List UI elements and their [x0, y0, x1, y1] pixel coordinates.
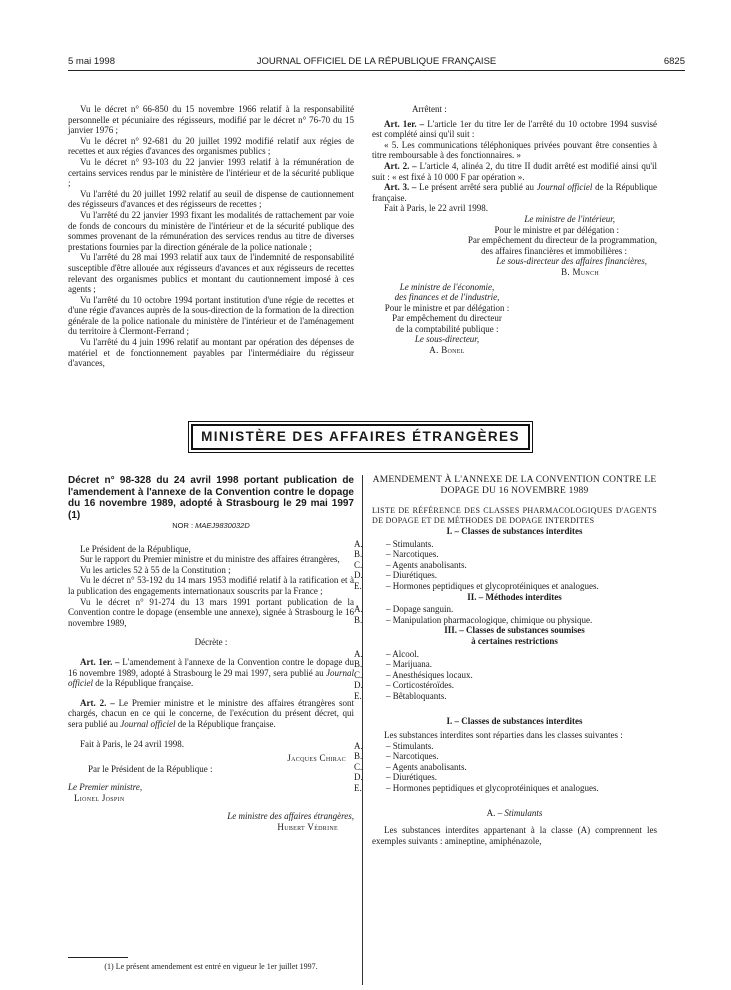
list-key: B. — [354, 659, 363, 670]
list-item — [354, 690, 657, 702]
decree-paragraph: Le Président de la République, — [80, 543, 191, 554]
list-key: D. — [354, 570, 363, 581]
decree-paragraph: Vu le décret n° 91-274 du 13 mars 1991 portant publication de la Convention contre le dopage (ensemble une annexe), signée à Strasbourg le 16 novembre 1989, — [68, 596, 354, 628]
signature-line: Par empêchement du directeur de la programmation, — [467, 235, 657, 246]
visa-paragraph: Vu l'arrêté du 10 octobre 1994 portant institution d'une régie de recettes et d'une régie d'avances auprès de la sous-direction de la formation de la direction générale de la police nationale du ministère de l'intérieur et de l'aménagement du territoire à Clermont-Ferrand ; — [68, 294, 354, 337]
article-1-label: Art. 1er. – — [384, 118, 425, 129]
signature-line: des affaires financières et immobilières : — [480, 245, 627, 256]
list-key: A. — [354, 538, 363, 549]
list-item — [354, 559, 657, 571]
premier-ministre-title: Le Premier ministre, — [68, 782, 143, 793]
list-text: – Diurétiques. — [386, 772, 437, 783]
list-key: C. — [354, 669, 363, 680]
visa-paragraph: Vu l'arrêté du 20 juillet 1992 relatif au seuil de dispense de cautionnement des régisseurs d'avances et des régisseurs de recettes ; — [68, 188, 354, 210]
ministry-heading: MINISTÈRE DES AFFAIRES ÉTRANGÈRES — [191, 424, 530, 450]
top-right-column — [372, 104, 657, 356]
section-list — [354, 740, 657, 794]
header-page-number: 6825 — [663, 56, 685, 67]
article-3-text-a: Le présent arrêté sera publié au — [419, 182, 535, 193]
list-key: E. — [354, 690, 362, 701]
section-list — [354, 648, 657, 702]
header-journal-title: JOURNAL OFFICIEL DE LA RÉPUBLIQUE FRANÇAISE — [256, 56, 497, 67]
article-3-label: Art. 3. – — [384, 182, 417, 193]
signature-line: Pour le ministre et par délégation : — [384, 302, 510, 313]
decree-paragraph: Vu les articles 52 à 55 de la Constitution ; — [80, 564, 231, 575]
page-header — [68, 56, 685, 70]
list-text: – Narcotiques. — [386, 549, 439, 560]
annex-title: AMENDEMENT À L'ANNEXE DE LA CONVENTION CONTRE LE DOPAGE DU 16 NOVEMBRE 1989 — [372, 475, 657, 496]
journal-officiel-ref: Journal officiel — [536, 182, 593, 193]
list-item — [354, 538, 657, 550]
list-text: – Narcotiques. — [386, 751, 439, 762]
decree-title: Décret n° 98-328 du 24 avril 1998 portant publication de l'amendement à l'annexe de la Convention contre le dopage du 16 novembre 1989, adopté à Strasbourg le 29 mai 1997 (1) — [68, 475, 354, 521]
nor-code: MAEJ9830032D — [195, 521, 250, 530]
decree-paragraph: Sur le rapport du Premier ministre et du ministre des affaires étrangères, — [80, 554, 340, 565]
signature-block-interieur — [372, 214, 657, 278]
journal-officiel-ref: Journal officiel — [68, 667, 354, 689]
signature-line: Par empêchement du directeur — [392, 313, 502, 324]
list-item — [354, 549, 657, 560]
list-key: B. — [354, 751, 363, 762]
signature-line: Le ministre de l'économie, — [399, 281, 495, 292]
subsection-label: A. – — [486, 807, 503, 818]
decree-article-2-label: Art. 2. – — [80, 697, 115, 708]
article-3-text-b: de la République française. — [372, 182, 658, 203]
signature-name: B. Munch — [561, 266, 599, 277]
fait-a-paris: Fait à Paris, le 22 avril 1998. — [384, 203, 488, 214]
list-text: – Bêtabloquants. — [386, 690, 447, 701]
decree-article-2 — [68, 698, 354, 730]
header-date: 5 mai 1998 — [68, 56, 116, 67]
section-heading: I. – Classes de substances interdites — [446, 715, 583, 726]
list-text: – Dopage sanguin. — [386, 604, 454, 615]
arretent-heading: Arrêtent : — [412, 104, 447, 114]
list-text: – Hormones peptidiques et glycoprotéiniques et analogues. — [386, 580, 599, 591]
nor-reference — [68, 521, 354, 532]
list-key: C. — [354, 761, 363, 772]
signature-line: Le sous-directeur, — [414, 334, 480, 345]
visa-paragraph: Vu le décret n° 93-103 du 22 janvier 1993 relatif à la rémunération de certains services rendus par le ministère de l'intérieur et de la sécurité publique ; — [68, 156, 354, 189]
decrete-heading: Décrète : — [194, 637, 228, 648]
list-text: – Manipulation pharmacologique, chimique ou physique. — [386, 614, 593, 625]
decree-article-2-text-b: de la République française. — [177, 718, 276, 729]
list-item — [354, 680, 657, 691]
list-key: E. — [354, 580, 362, 591]
journal-officiel-ref: Journal officiel — [120, 718, 176, 729]
list-text: – Stimulants. — [386, 538, 434, 549]
signature-block-economie — [372, 282, 522, 356]
visa-paragraph: Vu le décret n° 92-681 du 20 juillet 1992 modifié relatif aux régies de recettes et aux régies d'avances des organismes publics ; — [68, 135, 354, 157]
list-key: D. — [354, 680, 363, 691]
article-2-label: Art. 2. – — [384, 160, 417, 171]
subsection-text: Les substances interdites appartenant à la classe (A) comprennent les exemples suivants : amineptine, amiphénazole, — [372, 825, 657, 846]
section-list — [354, 604, 657, 625]
decree-article-1 — [68, 657, 354, 689]
mae-name: Hubert Védrine — [277, 822, 338, 833]
article-1-quote: « 5. Les communications téléphoniques privées pouvant être consenties à titre remboursable à des fonctionnaires. » — [372, 139, 657, 161]
list-text: – Alcool. — [386, 648, 419, 659]
subsection-title: Stimulants — [504, 807, 543, 818]
list-item — [354, 751, 657, 762]
section-list — [354, 538, 657, 592]
list-text: – Agents anabolisants. — [386, 559, 467, 570]
premier-ministre-name: Lionel Jospin — [74, 792, 125, 803]
decree-article-1-text-b: de la République française. — [95, 678, 194, 689]
article-1 — [372, 119, 657, 140]
signature-line: Pour le ministre et par délégation : — [494, 224, 619, 235]
decree-fait-a-paris: Fait à Paris, le 24 avril 1998. — [80, 738, 184, 749]
visa-paragraph: Vu le décret n° 66-850 du 15 novembre 1966 relatif à la responsabilité personnelle et pécuniaire des régisseurs, modifié par le décret n° 76-70 du 15 janvier 1976 ; — [68, 104, 354, 136]
list-item — [354, 761, 657, 773]
list-item — [354, 604, 657, 615]
visa-paragraph: Vu l'arrêté du 28 mai 1993 relatif aux taux de l'indemnité de responsabilité susceptible d'être allouée aux régisseurs d'avances et aux régisseurs de recettes relevant des organismes publics et montant du cautionnement imposé à ces agents ; — [68, 252, 354, 295]
signature-line: de la comptabilité publique : — [395, 323, 499, 334]
list-text: – Agents anabolisants. — [386, 761, 467, 772]
visa-paragraph: Vu l'arrêté du 22 janvier 1993 fixant les modalités de rattachement par voie de fonds de concours du ministère de l'intérieur et de la sécurité publique des sommes provenant de la rémunération des services rendus au titre de diverses prestations fournies par la direction générale de la police nationale ; — [68, 209, 354, 252]
list-item — [354, 648, 657, 660]
annex-column — [354, 475, 657, 846]
list-key: B. — [354, 549, 363, 560]
list-key: A. — [354, 604, 363, 615]
article-3 — [372, 182, 657, 203]
signature-line: des finances et de l'industrie, — [394, 292, 500, 303]
section-heading: III. – Classes de substances soumises — [444, 625, 585, 636]
list-item — [354, 669, 657, 681]
mae-title: Le ministre des affaires étrangères, — [227, 811, 354, 822]
article-2 — [372, 161, 657, 182]
annex-list-title: LISTE DE RÉFÉRENCE DES CLASSES PHARMACOLOGIQUES D'AGENTS DE DOPAGE ET DE MÉTHODES DE DOPAGE INTERDITES — [372, 506, 657, 525]
list-text: – Stimulants. — [386, 740, 434, 751]
signature-line: Le ministre de l'intérieur, — [524, 213, 615, 224]
decree-paragraph: Vu le décret n° 53-192 du 14 mars 1953 modifié relatif à la ratification et à la publication des engagements internationaux souscrits par la France ; — [68, 575, 354, 596]
section-heading: I. – Classes de substances interdites — [446, 526, 583, 536]
list-text: – Corticostéroïdes. — [386, 680, 454, 691]
list-item — [354, 659, 657, 670]
nor-label: NOR : — [172, 521, 194, 530]
list-key: C. — [354, 559, 363, 570]
visa-paragraph: Vu l'arrêté du 4 juin 1996 relatif au montant par opération des dépenses de matériel et de fonctionnement payables par l'intermédiaire du régisseur d'avances, — [68, 337, 354, 369]
list-item — [354, 570, 657, 581]
decree-article-1-label: Art. 1er. – — [80, 656, 120, 667]
section-heading-cont: à certaines restrictions — [471, 635, 558, 646]
list-text: – Anesthésiques locaux. — [386, 669, 473, 680]
decree-article-1-text-a: L'amendement à l'annexe de la Convention contre le dopage du 16 novembre 1989, adopté à Strasbourg le 29 mai 1997, sera publié au — [68, 656, 355, 678]
section-intro: Les substances interdites sont réparties dans les classes suivantes : — [384, 730, 623, 741]
top-left-column — [68, 104, 354, 369]
article-2-text: L'article 4, alinéa 2, du titre II dudit arrêté est modifié ainsi qu'il suit : « est fixé à 10 000 F par opération ». — [372, 160, 657, 182]
list-text: – Diurétiques. — [386, 570, 437, 581]
list-item — [354, 580, 657, 592]
list-key: E. — [354, 783, 362, 794]
decree-article-2-text-a: Le Premier ministre et le ministre des affaires étrangères sont chargés, chacun en ce qui le concerne, de l'exécution du présent décret, qui sera publié au — [68, 697, 354, 729]
article-1-text: L'article 1er du titre Ier de l'arrêté du 10 octobre 1994 susvisé est complété ainsi qu'il suit : — [372, 118, 657, 140]
footnote-rule — [68, 957, 128, 958]
section-heading: II. – Méthodes interdites — [467, 591, 562, 602]
signature-line: Le sous-directeur des affaires financières, — [496, 256, 647, 267]
list-key: A. — [354, 648, 363, 659]
list-item — [354, 614, 657, 626]
subsection-heading — [372, 808, 657, 819]
list-key: B. — [354, 614, 363, 625]
par-le-president: Par le Président de la République : — [88, 763, 213, 774]
list-item — [354, 740, 657, 752]
president-signature: Jacques Chirac — [287, 753, 346, 764]
list-item — [354, 783, 657, 794]
list-item — [354, 772, 657, 783]
list-key: A. — [354, 740, 363, 751]
footnote: (1) Le présent amendement est entré en vigueur le 1er juillet 1997. — [104, 962, 318, 971]
decree-column — [68, 475, 354, 833]
list-key: D. — [354, 772, 363, 783]
signature-name: A. Bonel — [429, 345, 465, 356]
header-rule — [68, 70, 685, 71]
list-text: – Hormones peptidiques et glycoprotéiniques et analogues. — [386, 783, 599, 794]
list-text: – Marijuana. — [386, 659, 432, 670]
